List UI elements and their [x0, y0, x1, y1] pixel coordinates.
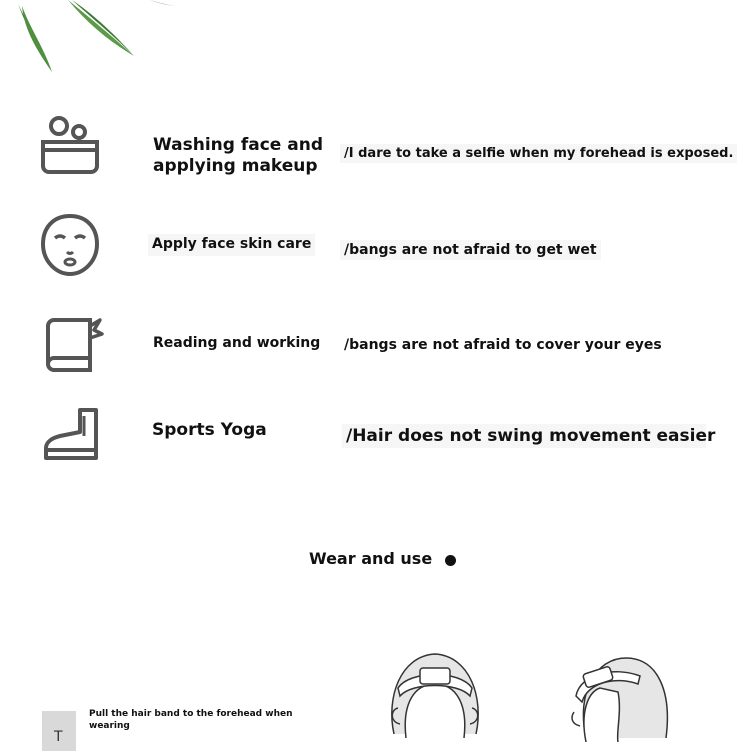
wear-section-title: Wear and use — [309, 549, 433, 568]
use-label-sports: Sports Yoga — [152, 420, 267, 440]
use-desc-washing: /I dare to take a selfie when my forehead is exposed. — [340, 144, 737, 163]
use-desc-sports: /Hair does not swing movement easier — [342, 424, 706, 448]
use-desc-reading: /bangs are not afraid to cover your eyes — [344, 337, 662, 353]
use-label-reading: Reading and working — [153, 335, 321, 351]
boot-icon — [40, 402, 106, 468]
step-thumbnail-glyph: T — [54, 729, 63, 745]
step-1-text: Pull the hair band to the forehead when wearing — [89, 709, 293, 731]
book-icon — [40, 312, 106, 378]
head-front-illustration — [380, 648, 490, 738]
bath-icon — [37, 112, 103, 178]
face-mask-icon — [37, 212, 103, 278]
use-label-skincare: Apply face skin care — [148, 234, 315, 256]
bullet-dot — [445, 555, 456, 566]
use-desc-skincare: /bangs are not afraid to get wet — [340, 240, 601, 260]
step-thumbnail — [42, 711, 76, 751]
head-side-illustration — [566, 652, 676, 742]
leaf-decoration — [0, 0, 200, 80]
use-label-washing: Washing face and applying makeup — [153, 135, 323, 177]
